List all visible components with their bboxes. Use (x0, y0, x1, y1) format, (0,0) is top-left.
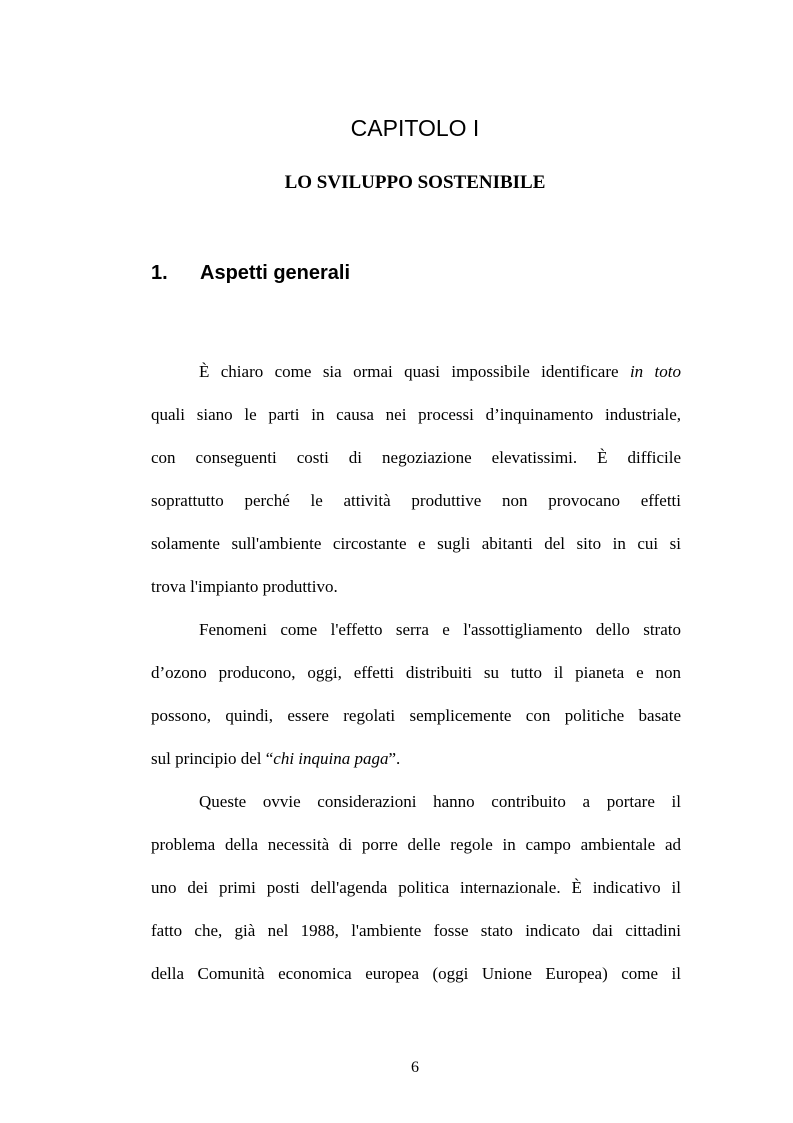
text-run: ”. (388, 749, 401, 768)
paragraph (151, 350, 681, 608)
paragraph (151, 608, 681, 780)
text-line (151, 522, 681, 565)
text-line (151, 780, 681, 823)
section-heading (151, 259, 350, 287)
text-run: soprattutto perché le attività produttive non provocano effetti (151, 491, 681, 510)
text-line (151, 737, 681, 780)
paragraph (151, 780, 681, 995)
text-line (151, 909, 681, 952)
text-line (151, 608, 681, 651)
text-run: fatto che, già nel 1988, l'ambiente fosse stato indicato dai cittadini (151, 921, 681, 940)
text-run: trova l'impianto produttivo. (151, 577, 338, 596)
text-run: uno dei primi posti dell'agenda politica internazionale. È indicativo il (151, 878, 681, 897)
text-line (151, 350, 681, 393)
text-line (151, 393, 681, 436)
text-line (151, 565, 681, 608)
page-number: 6 (411, 1059, 419, 1076)
text-line (151, 952, 681, 995)
text-run: solamente sull'ambiente circostante e sugli abitanti del sito in cui si (151, 534, 681, 553)
chapter-title: LO SVILUPPO SOSTENIBILE (284, 172, 546, 193)
chapter-label: CAPITOLO I (350, 115, 480, 141)
text-line (151, 866, 681, 909)
text-run: d’ozono producono, oggi, effetti distribuiti su tutto il pianeta e non (151, 663, 681, 682)
text-line (151, 823, 681, 866)
text-run: quali siano le parti in causa nei processi d’inquinamento industriale, (151, 405, 681, 424)
text-run: sul principio del “ (151, 749, 274, 768)
text-line (151, 436, 681, 479)
text-run: possono, quindi, essere regolati semplicemente con politiche basate (151, 706, 681, 725)
text-run: È chiaro come sia ormai quasi impossibile identificare (199, 362, 630, 381)
text-line (151, 694, 681, 737)
section-number: 1. (151, 262, 168, 284)
text-line (151, 651, 681, 694)
text-run: problema della necessità di porre delle regole in campo ambientale ad (151, 835, 681, 854)
text-run: Queste ovvie considerazioni hanno contribuito a portare il (199, 792, 681, 811)
text-line (151, 479, 681, 522)
italic-text: in toto (629, 362, 682, 381)
italic-text: chi inquina paga (273, 749, 389, 768)
text-run: Fenomeni come l'effetto serra e l'assottigliamento dello strato (199, 620, 681, 639)
body-text (151, 350, 681, 995)
text-run: della Comunità economica europea (oggi Unione Europea) come il (151, 964, 681, 983)
section-title: Aspetti generali (200, 262, 351, 284)
text-run: con conseguenti costi di negoziazione elevatissimi. È difficile (151, 448, 681, 467)
